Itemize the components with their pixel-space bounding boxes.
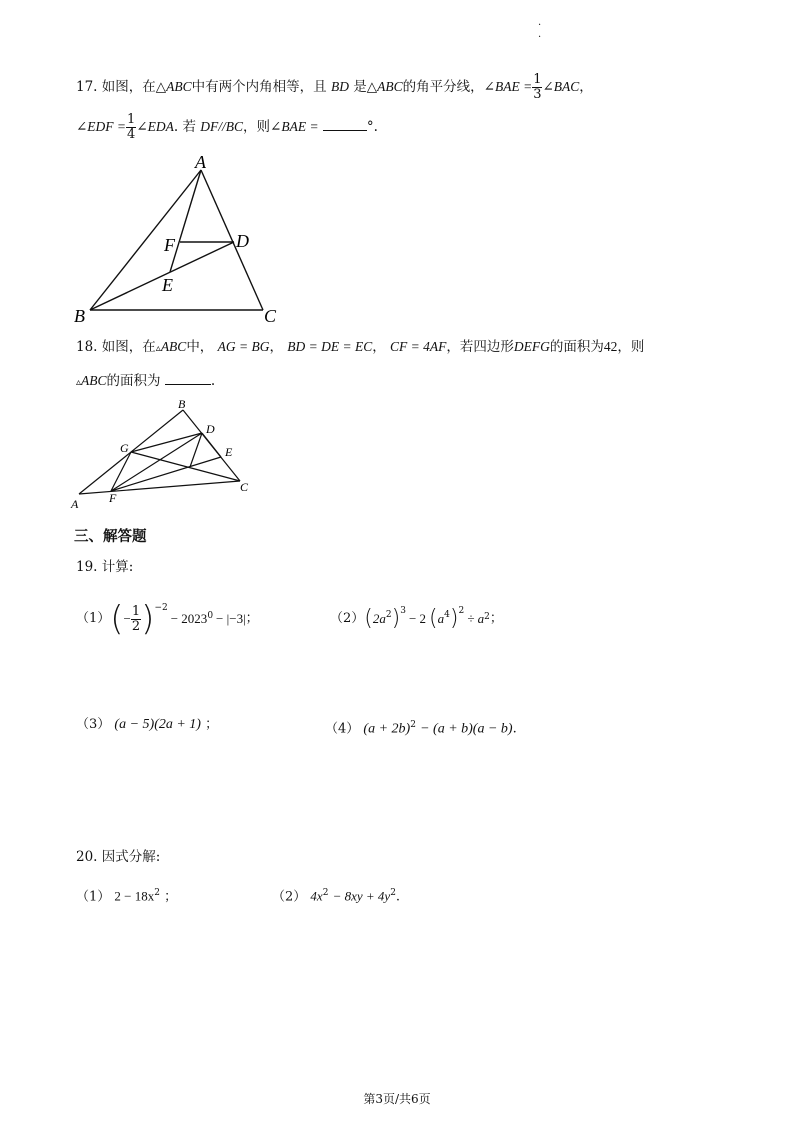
math: ∠BAE =: [270, 119, 319, 134]
text: 的角平分线，: [402, 79, 484, 95]
part-label: （2）: [330, 611, 365, 626]
exponent: 2: [154, 888, 160, 898]
exponent: 2: [385, 610, 392, 620]
question-19-title: 19. 计算:: [76, 559, 134, 575]
vertex-label-c: C: [240, 480, 249, 494]
header-mark: .: [538, 17, 542, 28]
text: ，: [372, 339, 386, 355]
text: 是△: [353, 79, 378, 95]
paren-open: (: [110, 599, 124, 639]
paren-close: ): [141, 599, 155, 639]
segment-ef: [111, 457, 221, 491]
text: ；: [489, 611, 503, 626]
math: ABC: [377, 79, 403, 94]
figure-17: [70, 150, 290, 326]
vertex-label-b: B: [178, 397, 186, 411]
math: − (a + b)(a − b): [420, 721, 513, 737]
question-17-line1: [76, 73, 593, 102]
segment-ab: [90, 170, 201, 310]
vertex-label-f: F: [164, 235, 175, 255]
math: ∠BAE =: [483, 79, 533, 94]
text: 的面积为: [549, 339, 604, 355]
math: 42: [603, 339, 618, 354]
text: ；: [245, 611, 259, 626]
exponent: −2: [154, 603, 168, 613]
question-18-line1: [76, 338, 644, 358]
exponent: 2: [484, 612, 490, 622]
segment-gd: [131, 433, 202, 452]
text: .: [395, 889, 401, 905]
triangle-symbol: ▵: [155, 343, 161, 354]
vertex-label-e: E: [162, 275, 173, 295]
figure-18: [68, 396, 258, 514]
vertex-label-e: E: [225, 445, 233, 459]
math: DF//BC: [200, 119, 244, 134]
page-footer: 第3页/共6页: [363, 1092, 431, 1106]
question-20-part-2: [272, 884, 400, 906]
vertex-label-d: D: [206, 422, 215, 436]
segment-ac: [201, 170, 263, 310]
math: ÷ a: [467, 611, 485, 626]
exponent: 2: [410, 720, 416, 730]
text: 中有两个内角相等，且: [191, 79, 327, 95]
exponent: 0: [207, 611, 214, 621]
text: 的面积为: [106, 373, 161, 389]
text: ，: [269, 339, 283, 355]
math: 4x: [310, 888, 323, 904]
answer-blank: [165, 372, 211, 385]
text: 如图，在△: [101, 79, 167, 95]
math: 2 − 18x: [114, 888, 155, 904]
text: ；: [164, 889, 178, 905]
question-17-line2: [76, 113, 378, 142]
math: − |−3|: [216, 611, 246, 626]
exponent: 4: [444, 610, 450, 620]
segment-de: [202, 433, 221, 457]
part-label: （2）: [272, 889, 307, 905]
math: − 8xy + 4y: [332, 888, 391, 904]
question-number: 18.: [76, 339, 98, 355]
segment-ae: [170, 170, 201, 272]
vertex-label-d: D: [236, 231, 249, 251]
text: ，: [579, 79, 593, 95]
exponent: 3: [400, 606, 406, 616]
question-19-part-2: [330, 600, 503, 638]
math: ∠BAC: [542, 79, 580, 94]
vertex-label-f: F: [109, 491, 117, 505]
question-20-title: 20. 因式分解:: [76, 849, 161, 865]
vertex-label-c: C: [264, 306, 277, 326]
vertex-label-a: A: [195, 152, 206, 172]
math: (a − 5)(2a + 1): [114, 717, 201, 732]
math: ∠EDF =: [76, 119, 127, 134]
paren-close: ): [391, 606, 401, 631]
math: a: [437, 611, 445, 626]
text: ；: [205, 717, 219, 732]
text: ，则: [617, 339, 645, 355]
question-19-part-4: [325, 716, 517, 738]
vertex-label-b: B: [74, 306, 85, 326]
section-heading: 三、解答题: [74, 529, 147, 545]
text: 中，: [186, 339, 214, 355]
segment-d-diag: [190, 433, 202, 467]
paren-open: (: [429, 606, 438, 631]
text: .: [512, 721, 517, 737]
paren-close: ): [449, 606, 459, 631]
vertex-label-a: A: [71, 497, 79, 511]
text: ，则: [243, 119, 271, 135]
text: .: [210, 373, 216, 389]
math: − 2023: [170, 611, 208, 626]
math: BD = DE = EC: [287, 339, 373, 354]
question-19-part-1: （1） ( − $\frac{1}{2}$ ) $^{-2}$ − 2023 $^0$ − |−3| ；: [76, 599, 259, 639]
text: 如图，在: [101, 339, 156, 355]
math: ABC: [166, 79, 192, 94]
math: BD: [330, 79, 349, 94]
exponent: 2: [390, 888, 396, 898]
math: DEFG: [513, 339, 550, 354]
part-label: （1）: [76, 611, 111, 626]
text: . 若: [173, 119, 196, 135]
math: ABC: [81, 373, 107, 388]
vertex-label-g: G: [120, 441, 129, 455]
part-label: （4）: [325, 721, 360, 737]
math: ∠EDA: [136, 119, 174, 134]
question-19-part-3: [76, 716, 218, 734]
text: ，若四边形: [446, 339, 514, 355]
math: − 2: [408, 611, 427, 626]
question-18-line2: [76, 372, 215, 392]
exponent: 2: [458, 606, 465, 616]
triangle-symbol: ▵: [76, 377, 82, 388]
fraction: $\frac{1}{4}$: [127, 112, 136, 142]
part-label: （1）: [76, 889, 111, 905]
question-number: 17.: [76, 79, 98, 95]
math: ABC: [160, 339, 187, 354]
segment-gc: [131, 452, 240, 481]
math: CF = 4AF: [390, 339, 447, 354]
paren-open: (: [364, 606, 373, 631]
question-20-part-1: [76, 884, 177, 906]
exponent: 2: [322, 888, 329, 898]
header-mark: .: [538, 29, 542, 40]
part-label: （3）: [76, 717, 111, 732]
text: °.: [366, 119, 378, 135]
math: 2a: [372, 611, 386, 626]
answer-blank: [323, 118, 367, 131]
fraction: $\frac{1}{2}$: [131, 603, 141, 634]
math: (a + 2b): [363, 721, 411, 737]
segment-ac: [79, 481, 240, 494]
fraction: $\frac{1}{3}$: [533, 72, 542, 102]
math: AG = BG: [217, 339, 270, 354]
